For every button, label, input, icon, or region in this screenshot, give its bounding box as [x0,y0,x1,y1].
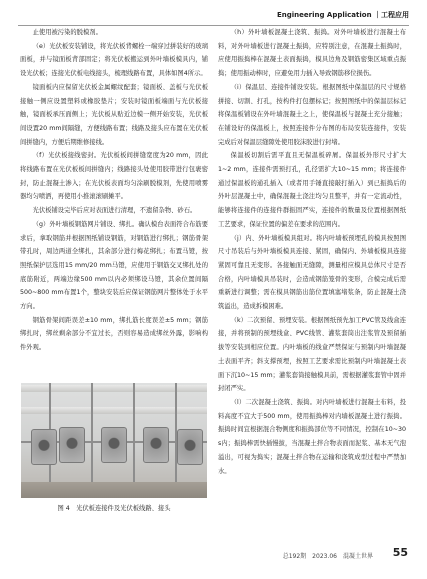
journal-issue: 总192期 2023.06 混凝土世界 [282,553,373,560]
junction-box [143,427,169,463]
junction-box [59,427,85,463]
paragraph: （k）二次预留、预埋安装。根据图纸预先加工PVC管及线盒连接，并将预制的预埋线盒、PVC线管、灌浆套筒出注浆管及预留插拔等安装到相应位置。内叶墙板的线盒严禁保证与预制内叶墙混凝土表面平齐；斜支撑预埋，按照工艺要求需比预制内叶墙混凝土表面下沉10~15 mm；灌浆套筒接触模具前，需根据灌浆套管中固并封闭严实。 [218,316,406,393]
paragraph: （l）二次混凝土浇筑、振捣。对内叶墙板进行混凝土布料，投料高度不宜大于500 mm，使用振捣棒对内墙板混凝土进行振捣。振捣时间宜根据混合物侧度和振捣部位等不同情况，控制在10~30 s内；振捣棒需快插慢拔，当混凝土拌合物表面而泥浆、基本无气泡溢出，可视为捣实；混凝土拌合物在运输和浇筑成型过程中严禁加水。 [218,398,406,475]
paragraph: 钢筋骨架间距误差±10 mm，绑扎筋长度误差±5 mm；钢筋绑扎时，绑丝剩余部分不宜过长，否则容易造成绑丝外露，影响构件外观。 [20,316,208,352]
right-column [218,26,406,548]
page-number: 55 [392,546,408,559]
paragraph: （f）光伏板接线密封。光伏板板间拼缝宽度为20 mm，因此将线路布置在光伏板板间拼缝内；线路接头处使用胶带进行包裹密封，防止混凝土渗入；在光伏板表面均匀涂刷脱模剂，先使用喷雾器均匀喷洒，再使用小推滚滚刷摊平。 [20,152,208,201]
figure-caption: 图 4 光伏板连接件及光伏板线路、接头 [57,505,171,512]
mold-floor [21,482,207,498]
paragraph: 光伏板铺设完毕后应对表面进行清理，不遗留杂物、砂石。 [32,207,197,215]
paragraph: （h）外叶墙板混凝土浇筑、振捣。对外叶墙板进行混凝土布料，对外叶墙板进行混凝土振捣，应特别注意，在混凝土振捣时，应使用振捣棒在混凝土表面振捣，模具边角及钢筋密集区域重点振捣；使用振动棒时，应避免用力插入导致钢筋移位损伤。 [218,29,406,78]
paragraph: （g）外叶墙板钢筋网片铺设、绑扎。确认模台表面符合布筋要求后，拿取钢筋并根据图纸铺设钢筋，对钢筋进行绑扎；钢筋骨架带孔时，周边两道全绑扎，其余部分进行梅花绑扎；布置马镫，按照纸保护层选用15 mm/20 mm马镫，应使用于钢筋交叉绑扎处的底筋附近，两端边缘500 mm以内必须绑设马镫，其余位置间隔500~800 mm布置1个，整块安装后应保证钢筋网片整体处于水平方向。 [20,220,208,311]
page-footer [0,545,427,559]
junction-box [177,429,203,465]
junction-box [31,429,57,465]
paragraph: （e）光伏板安装铺设，将光伏板背螺栓一端穿过拼装好的玻璃面板，并与镜面板背部固定；将光伏板搬运到外叶墙板模具内，铺设光伏板；连接光伏板电线接头，梳理线路布置，具体如图4所示。 [20,42,208,78]
paragraph: （i）保温层、连接件铺设安装。根据图纸中保温层的尺寸规格拼接、切割、打孔，按构件打包摆标记；按照图纸中的保温层标记将保温板铺设在外叶墙混凝土之上，使保温板与混凝土充分接触；在铺设好的保温板上，按照连接件分布图的布局安装连接件，安装完成后对保温层缝隙处使用胶沫胶进行封堵。 [218,83,406,146]
paragraph: 镜面板内应保留光伏板金属螺纹配套；镜面板、盖板与光伏板接触一侧应设置塑料或橡胶垫片；安装时镜面板端面与光伏板接触，镜面板承压面侧上；光伏板从贴近边模一侧开始安装，光伏板间设置20 mm间隔缝，方便线路布置；线路及接头应布置在光伏板间拼缝内，方便后期维修接线。 [20,83,208,146]
junction-box [101,427,127,463]
page-header [0,10,427,24]
paragraph: （j）内、外叶墙板模具组对。将内叶墙板预埋孔的模具按照图尺寸吊装后与外叶墙板模具连接、紧固，确保内、外墙板模具连接紧固可靠且无变形。各接触面无缝隙，测量相应模具总体尺寸是否合格，内叶墙模具吊装时，会造成钢筋笼骨的变形，合模完成后需重新进行调整；需在模具钢筋出筋位置填塞堵浆条，防止混凝土浇筑溢出，造成拆模困难。 [218,234,406,311]
header-section-title: Engineering Application ｜工程应用 [276,11,409,19]
figure-photo [21,383,207,498]
paragraph: 止使用被污染的脱模剂。 [32,29,102,36]
paragraph: 保温板切割后需平直且无保温板碎屑。保温板外形尺寸扩大1~2 mm，连接件需预打孔，孔径需扩大10~15 mm；将连接件通过保温板的通孔插入（或者用手锤直接敲打插入）到已振捣后的外叶层混凝土中，确保混凝土浇注均匀且整平，并有一定流动性，能够将连接件的连接件群振固严实，连接件的数量及位置根据图纸工艺要求，保证位置的偏差在要求的范围内。 [218,152,406,228]
